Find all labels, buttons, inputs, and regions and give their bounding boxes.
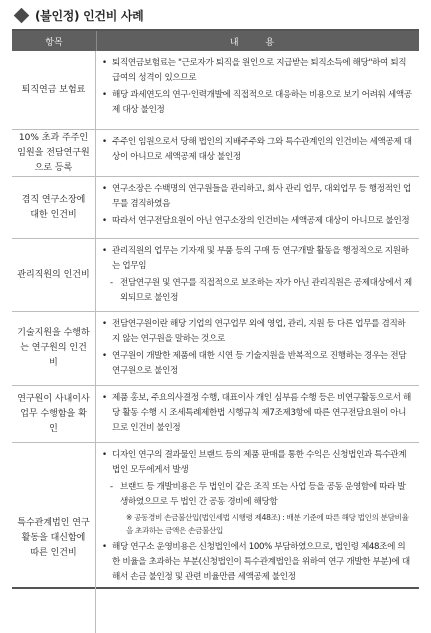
row-content	[96, 130, 419, 176]
bullet-item: • 해당 연구소 운영비용은 신청법인에서 100% 부담하였으므로, 법인령 제48조에 의한 비율을 초과하는 부분(신청법인이 특수관계법인을 위하여 연구 개발한 부분)에 대해서 손금 불인정 및 관련 비율만큼 세액공제 불인정	[102, 540, 413, 585]
table-row	[12, 51, 419, 130]
bullet-item: • 디자인 연구의 결과물인 브랜드 등의 제품 판매를 통한 수익은 신청법인과 특수관계법인 모두에게서 발생	[102, 448, 413, 478]
table-header	[12, 31, 419, 51]
header-content: 내 용	[229, 37, 287, 48]
bullet-item: • 연구원이 개발한 제품에 대한 시연 등 기술지원을 반복적으로 진행하는 경우는 전담연구원으로 불인정	[102, 349, 413, 379]
row-content	[96, 239, 419, 311]
bullet-item: • 제품 홍보, 주요의사결정 수행, 대표이사 개인 심부름 수행 등은 비연구활동으로서 해당 활동 수행 시 조세특례제한법 시행규칙 제7조제3항에 따른 연구전담요원이 아니므로 인건비 불인정	[102, 391, 413, 436]
bullet-item: • 따라서 연구전담요원이 아닌 연구소장의 인건비는 세액공제 대상이 아니므로 불인정	[102, 214, 413, 229]
header-item: 항목	[12, 31, 97, 51]
table-row	[12, 239, 419, 312]
table-row	[12, 386, 419, 443]
table-row	[12, 177, 419, 239]
table-body	[12, 51, 419, 633]
bullet-item: • 주주인 임원으로서 당해 법인의 지배주주와 그와 특수관계인의 인건비는 세액공제 대상이 아니므로 세액공제 대상 불인정	[102, 135, 413, 165]
footnote: ※ 공동경비 손금불산입(법인세법 시행령 제48조) : 배분 기준에 따른 해당 법인의 분담비율을 초과하는 금액은 손금불산입	[126, 513, 409, 535]
row-label: 10% 초과 주주인 임원을 전담연구원으로 등록	[12, 130, 96, 176]
section-title-text: (불인정) 인건비 사례	[35, 8, 144, 23]
row-content	[96, 51, 419, 129]
sub-item: - 브랜드 등 개발비용은 두 법인이 같은 조직 또는 사업 등을 공동 운영함에 따라 발생하였으므로 두 법인 간 공동 경비에 해당함	[102, 480, 413, 510]
row-label: 기술지원을 수행하는 연구원의 인건비	[12, 312, 96, 385]
row-content	[96, 386, 419, 442]
bullet-item: • 퇴직연금보험료는 "근로자가 퇴직을 원인으로 지급받는 퇴직소득에 해당"하여 퇴직급여의 성격이 있으므로	[102, 56, 413, 86]
row-label: 퇴직연금 보험료	[12, 51, 96, 129]
table-row	[12, 130, 419, 177]
row-content	[96, 443, 419, 633]
row-label: 연구원이 사내이사 업무 수행함을 확인	[12, 386, 96, 442]
bullet-item: • 관리직원의 업무는 기자재 및 부품 등의 구매 등 연구개발 활동을 행정적으로 지원하는 업무임	[102, 244, 413, 274]
diamond-bullet-icon	[14, 7, 30, 23]
row-content	[96, 177, 419, 238]
bullet-item: • 연구소장은 수백명의 연구원들을 관리하고, 회사 관리 업무, 대외업무 등 행정적인 업무를 겸직하였음	[102, 182, 413, 212]
row-label: 관리직원의 인건비	[12, 239, 96, 311]
sub-item: - 전담연구원 및 연구를 직접적으로 보조하는 자가 아닌 관리직원은 공제대상에서 제외되므로 불인정	[102, 276, 413, 306]
bullet-item: • 해당 과세연도의 연구·인력개발에 직접적으로 대응하는 비용으로 보기 어려워 세액공제 대상 불인정	[102, 88, 413, 118]
bullet-item: • 전담연구원이란 해당 기업의 연구업무 외에 영업, 관리, 지원 등 다른 업무를 겸직하지 않는 연구원을 말하는 것으로	[102, 317, 413, 347]
row-label: 겸직 연구소장에 대한 인건비	[12, 177, 96, 238]
section-title	[14, 4, 419, 26]
cases-table	[12, 29, 419, 589]
table-row	[12, 312, 419, 386]
row-content	[96, 312, 419, 385]
row-label: 특수관계법인 연구활동을 대신함에 따른 인건비	[12, 443, 96, 633]
table-row	[12, 443, 419, 633]
